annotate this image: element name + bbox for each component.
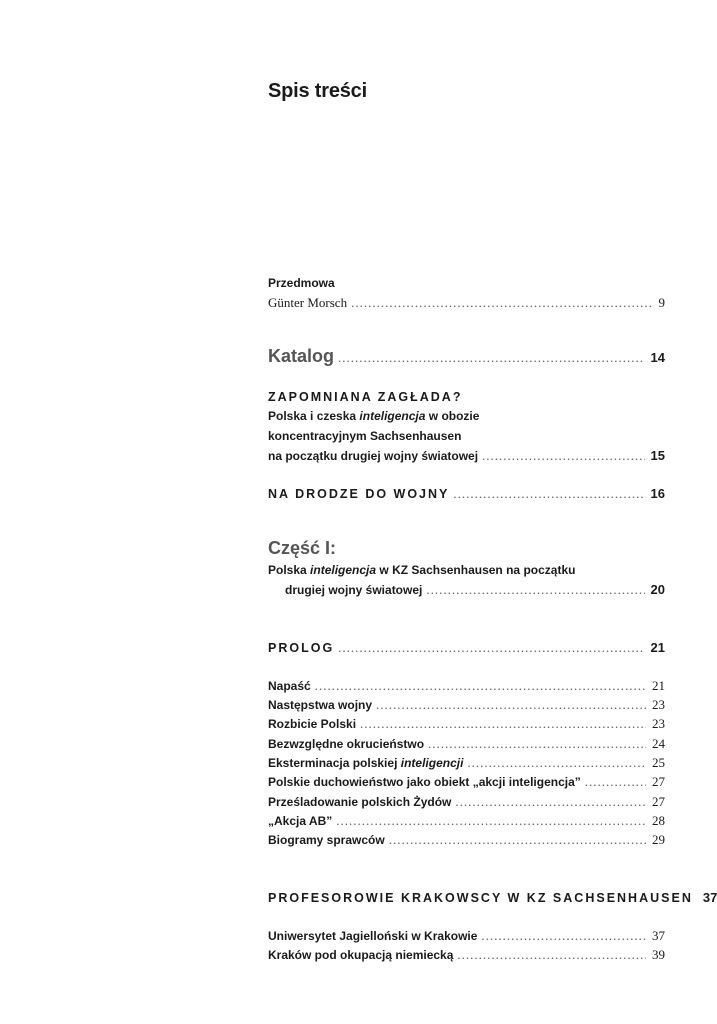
page-number: 14 bbox=[650, 350, 665, 365]
page-number: 16 bbox=[650, 486, 665, 501]
prolog-label: PROLOG bbox=[268, 641, 335, 655]
preface-author: Günter Morsch bbox=[268, 295, 348, 310]
page-title: Spis treści bbox=[268, 80, 367, 102]
katalog-label: Katalog bbox=[268, 346, 335, 366]
page-number: 15 bbox=[650, 448, 665, 463]
toc-entry-katalog[interactable] bbox=[268, 346, 665, 367]
zapomniana-line2: koncentracyjnym Sachsenhausen bbox=[268, 429, 462, 443]
page-number: 20 bbox=[650, 582, 665, 597]
page-number: 21 bbox=[652, 678, 665, 693]
toc-entry[interactable] bbox=[268, 678, 665, 694]
czesc1-line1 bbox=[268, 563, 575, 577]
leader-dots bbox=[482, 448, 644, 464]
leader-dots bbox=[338, 640, 644, 656]
czesc1-line1-a: Polska bbox=[268, 563, 311, 577]
zapomniana-line3: na początku drugiej wojny światowej bbox=[268, 449, 479, 463]
page-number: 27 bbox=[652, 774, 665, 789]
czesc1-line1-em: inteligencja bbox=[310, 563, 377, 577]
toc-entry[interactable] bbox=[268, 697, 665, 713]
zapomniana-line1-em: inteligencja bbox=[359, 409, 426, 423]
entry-label: Biogramy sprawców bbox=[268, 833, 385, 847]
leader-dots bbox=[585, 774, 646, 790]
entry-label: Prześladowanie polskich Żydów bbox=[268, 795, 452, 809]
toc-entry[interactable] bbox=[268, 794, 665, 810]
toc-entry-preface[interactable] bbox=[268, 295, 665, 311]
entry-label: Uniwersytet Jagielloński w Krakowie bbox=[268, 929, 478, 943]
leader-dots bbox=[453, 486, 644, 502]
page-number: 28 bbox=[652, 813, 665, 828]
page-number: 23 bbox=[652, 697, 665, 712]
toc-entry[interactable] bbox=[268, 716, 665, 732]
entry-label: Bezwzględne okrucieństwo bbox=[268, 737, 425, 751]
zapomniana-line1 bbox=[268, 409, 479, 423]
zapomniana-line1-a: Polska i czeska bbox=[268, 409, 360, 423]
page-number: 37 bbox=[652, 928, 665, 943]
toc-entry[interactable] bbox=[268, 928, 665, 944]
page-number: 27 bbox=[652, 794, 665, 809]
toc-entry-zapomniana[interactable] bbox=[268, 448, 665, 464]
leader-dots bbox=[376, 697, 646, 713]
entry-label bbox=[268, 756, 463, 770]
page-number: 37 bbox=[702, 890, 717, 905]
na-drodze-label: NA DRODZE DO WOJNY bbox=[268, 487, 450, 501]
entry-label: „Akcja AB” bbox=[268, 814, 333, 828]
leader-dots bbox=[389, 832, 646, 848]
page-number: 24 bbox=[652, 736, 665, 751]
toc-entry[interactable] bbox=[268, 947, 665, 963]
leader-dots bbox=[360, 716, 646, 732]
toc-entry[interactable] bbox=[268, 736, 665, 752]
leader-dots bbox=[426, 582, 644, 598]
leader-dots bbox=[336, 813, 646, 829]
leader-dots bbox=[481, 928, 646, 944]
leader-dots bbox=[338, 350, 645, 366]
page-number: 29 bbox=[652, 832, 665, 847]
page-number: 23 bbox=[652, 716, 665, 731]
zapomniana-heading: ZAPOMNIANA ZAGŁADA? bbox=[268, 390, 463, 404]
leader-dots bbox=[457, 947, 646, 963]
profesorowie-label: PROFESOROWIE KRAKOWSCY W KZ SACHSENHAUSEN bbox=[268, 891, 693, 905]
toc-entry[interactable] bbox=[268, 832, 665, 848]
page-number: 39 bbox=[652, 947, 665, 962]
toc-entry[interactable] bbox=[268, 774, 665, 790]
entry-label: Napaść bbox=[268, 679, 311, 693]
entry-label: Kraków pod okupacją niemiecką bbox=[268, 948, 454, 962]
toc-entry-profesorowie[interactable] bbox=[268, 890, 717, 906]
entry-label: Rozbicie Polski bbox=[268, 717, 357, 731]
czesc1-line2: drugiej wojny światowej bbox=[285, 583, 423, 597]
leader-dots bbox=[351, 295, 652, 311]
leader-dots bbox=[315, 678, 646, 694]
leader-dots bbox=[467, 755, 646, 771]
page-number: 21 bbox=[650, 640, 665, 655]
entry-label: Polskie duchowieństwo jako obiekt „akcji inteligencja” bbox=[268, 775, 581, 789]
entry-label-a: Eksterminacja polskiej bbox=[268, 756, 401, 770]
preface-label: Przedmowa bbox=[268, 276, 335, 290]
toc-entry-na-drodze[interactable] bbox=[268, 486, 665, 502]
page-number: 25 bbox=[652, 755, 665, 770]
zapomniana-line1-b: w obozie bbox=[425, 409, 480, 423]
entry-label: Następstwa wojny bbox=[268, 698, 373, 712]
entry-label-em: inteligencji bbox=[400, 756, 464, 770]
leader-dots bbox=[428, 736, 646, 752]
toc-entry-prolog[interactable] bbox=[268, 640, 665, 656]
toc-entry[interactable] bbox=[268, 755, 665, 771]
leader-dots bbox=[455, 794, 646, 810]
czesc1-line1-b: w KZ Sachsenhausen na początku bbox=[376, 563, 576, 577]
toc-entry[interactable] bbox=[268, 813, 665, 829]
page-number: 9 bbox=[658, 295, 665, 310]
czesc1-heading: Część I: bbox=[268, 538, 337, 558]
toc-entry-czesc1[interactable] bbox=[285, 582, 665, 598]
